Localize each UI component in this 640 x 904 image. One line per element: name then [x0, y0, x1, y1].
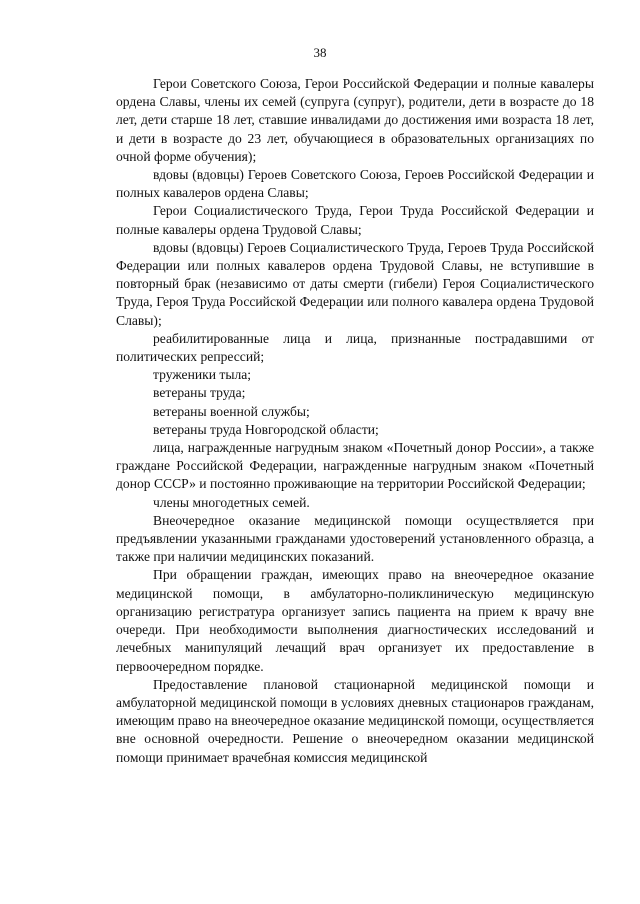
- paragraph-inpatient-care: Предоставление плановой стационарной медицинской помощи и амбулаторной медицинской помощи в условиях дневных стационаров гражданам, имеющим право на внеочередное оказание медицинской помощи, осуществляется вне основной очередности. Решение о внеочередном оказании медицинской помощи принимает врачебная комиссия медицинской: [116, 676, 594, 765]
- page-number: 38: [313, 45, 327, 60]
- paragraph-novgorod-veterans: ветераны труда Новгородской области;: [153, 421, 379, 437]
- paragraph-heroes-labor: Герои Социалистического Труда, Герои Труда Российской Федерации и полные кавалеры ордена Трудовой Славы;: [116, 203, 594, 237]
- paragraph-priority-care: Внеочередное оказание медицинской помощи осуществляется при предъявлении указанными гражданами удостоверений установленного образца, а также при наличии медицинских показаний.: [116, 512, 594, 565]
- paragraph-military-veterans: ветераны военной службы;: [153, 403, 310, 419]
- paragraph-widows-heroes: вдовы (вдовцы) Героев Советского Союза, Героев Российской Федерации и полных кавалеров ордена Славы;: [116, 167, 594, 201]
- paragraph-outpatient-registration: При обращении граждан, имеющих право на внеочередное оказание медицинской помощи, в амбулаторно-поликлиническую медицинскую организацию регистратура организует запись пациента на прием к врачу вне очереди. При необходимости выполнения диагностических исследований и лечебных манипуляций лечащий врач организует их предоставление в первоочередном порядке.: [116, 567, 594, 674]
- paragraph-large-families: члены многодетных семей.: [153, 494, 310, 510]
- paragraph-heroes-ussr: Герои Советского Союза, Герои Российской Федерации и полные кавалеры ордена Славы, члены их семей (супруга (супруг), родители, дети в возрасте до 18 лет, дети старше 18 лет, ставшие инвалидами до достижения ими возраста 18 лет, и дети в возрасте до 23 лет, обучающиеся в образовательных организациях по очной форме обучения);: [116, 76, 594, 164]
- paragraph-widows-heroes-labor: вдовы (вдовцы) Героев Социалистического Труда, Героев Труда Российской Федерации или полных кавалеров ордена Трудовой Славы, не вступившие в повторный брак (независимо от даты смерти (гибели) Героя Социалистического Труда, Героя Труда Российской Федерации или полного кавалера ордена Трудовой Славы);: [116, 239, 594, 328]
- body-text: [116, 75, 594, 767]
- paragraph-honorary-donors: лица, награжденные нагрудным знаком «Почетный донор России», а также граждане Российской Федерации, награжденные нагрудным знаком «Почетный донор СССР» и постоянно проживающие на территории Российской Федерации;: [116, 440, 594, 492]
- paragraph-labor-veterans: ветераны труда;: [153, 385, 246, 401]
- paragraph-home-front-workers: труженики тыла;: [153, 367, 252, 383]
- paragraph-rehabilitated: реабилитированные лица и лица, признанные пострадавшими от политических репрессий;: [116, 330, 594, 365]
